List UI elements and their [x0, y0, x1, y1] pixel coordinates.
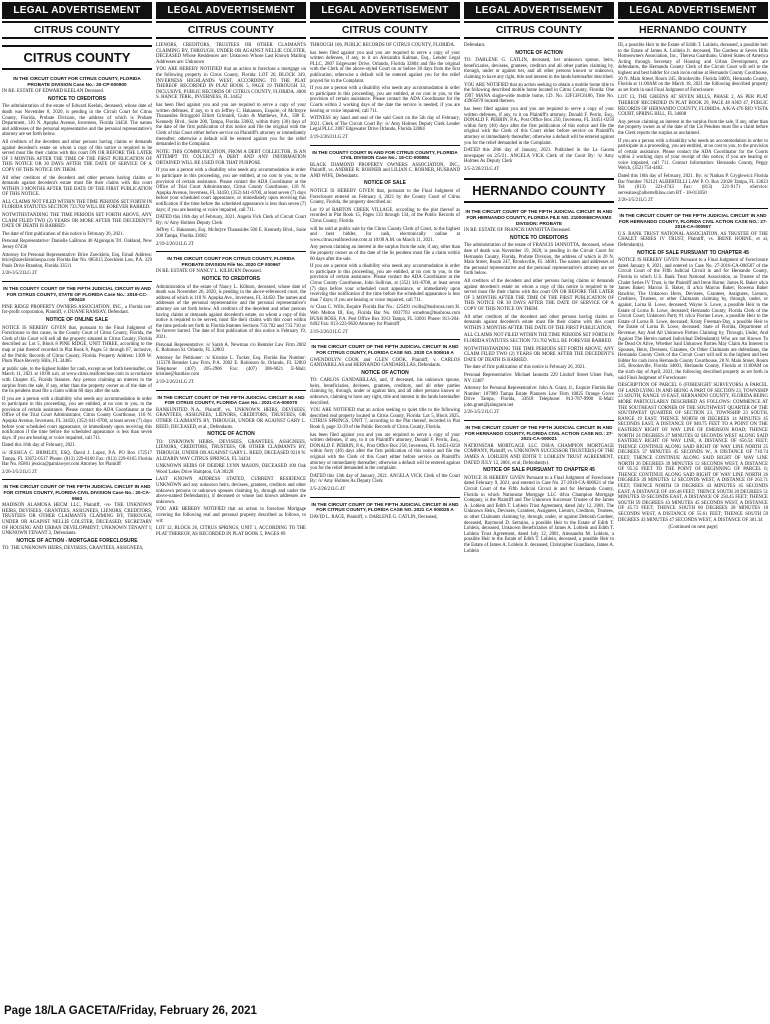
notice-paragraph: 2/5-2/26/21LG 4T: [310, 486, 346, 492]
notice-paragraph: All creditors of the decedent and other persons having claims or demands against decedent's estate on whom a copy of this notice is required to be served must file their claims with this court ON OR BEFORE THE LATER OF 3 MONTHS AFTER THE TIME OF THE FIRST PUBLICATION OF THIS NOTICE OR 30 DAYS AFTER THE DATE OF SERVICE OF A COPY OF THIS NOTICE ON THEM.: [464, 279, 614, 312]
notice-paragraph: NATIONSTAR MORTGAGE LLC D/B/A CHAMPION MORTGAGE COMPANY, Plaintiff, vs. UNKNOWN SUCCESSOR TRUSTEE(S) OF THE JAMES A. LOHLEIN AND EDITH T. LOHLEIN TRUST AGREEMENT, DATED JULY 12, 2001, et al, Defendant(s).: [464, 443, 614, 466]
legal-ad-banner: LEGAL ADVERTISEMENT: [464, 2, 614, 19]
notice-paragraph: LOT 13, THE GREENS AT SEVEN HILLS, PHASE 2, AS PER PLAT THEREOF RECORDED IN PLAT BOOK 29, PAGE 48 AND 47, PUBLIC RECORDS OF HERNANDO COUNTY, FLORIDA. A/K/A 476 RIO VISTA COURT, SPRING HILL, FL 34608: [618, 95, 768, 118]
notice-paragraph: Dated this 16th day of February, 2021.: [2, 443, 77, 449]
notice-paragraph: LAST KNOWN ADDRESS STATED, CURRENT RESIDENCE UNKNOWN and any unknown heirs, devisees, grantees, creditors and other unknown persons or unknown spouses claiming by, through and under the above-named Defendant(s), if deceased or whose last known addresses are unknown.: [156, 477, 306, 505]
notice-paragraph: Attorney for Petitioner: /s/ Kristine L. Tucker, Esq. Florida Bar Number: 115378 Bentsler Law Firm, P.A. 2002 E. Robinson St. Orlando, FL 32803 Telephone: (407) 205-2906 Fax: (407) 386-6021 E-Mail: kristine@bantlaw.com: [156, 355, 306, 378]
notice-heading: NOTICE OF ACTION: [515, 49, 563, 56]
county-header: CITRUS COUNTY: [464, 21, 614, 39]
legal-ad-banner: LEGAL ADVERTISEMENT: [618, 2, 768, 19]
column-2: [156, 2, 306, 1002]
notice-paragraph: YOU ARE HEREBY NOTIFIED that an action to foreclose Mortgage covering the following real and personal property described as follows, to wit:: [156, 507, 306, 524]
notice-heading: NOTICE OF ACTION - MORTGAGE FORECLOSURE: [16, 537, 138, 544]
notice-paragraph: Administration of the estate of Nancy L. Kilburn, deceased, whose date of death was November 26, 2020, is pending in the above-referenced court, the address of which is 110 N. Apopka Ave., Inverness, FL 34450. The names and addresses of the personal representative and the personal representative's attorney are set forth below. All creditors of the decedent and other persons having claims or demands against decedent's estate, on whom a copy of this notice is required to be served, must file their claims with this court within the time periods set forth in Florida Statutes Sections 733.702 and 733.710 or be forever barred. The date of first publication of this notice is February 19, 2021.: [156, 284, 306, 340]
notice-paragraph: III, a possible Heir to the Estate of Edith T. Lohlein, deceased, a possible heir to the Estate of James A. Lohlein Jr. deceased, The Gardens at Seven Hills Homeowners Association, Inc., Theresa Guardiano, United States of America Acting through Secretary of Housing and Urban Development, are defendants, the Hernando County Clerk of the Circuit Court will sell to the highest and best bidder for cash in/on online at Hernando County Courthouse, 20 N. Main Street, Room 245, Brooksville, Florida 34601, Hernando County, Florida at 11:00AM on the March 18, 2021 the following described property as set forth in said Final Judgment of Foreclosure:: [618, 43, 768, 93]
notice-paragraph: ALL CLAIMS NOT FILED WITHIN THE TIME PERIODS SET FORTH IN FLORIDA STATUTES SECTION 733.702 WILL BE FOREVER BARRED.: [464, 333, 614, 344]
notice-paragraph: DATED this 13th day of January, 2021. ANGELA VICK Clerk of the Court By: /s/ Amy Holmes As Deputy Clerk: [310, 473, 460, 485]
column-1: [2, 2, 152, 1002]
notice-heading: NOTICE OF SALE: [364, 180, 406, 187]
notice-paragraph: /s/ JESSICA C. BRIMLEY, ESQ. David J. Lopez, P.A. PO Box 172517 Tampa, FL 33672-0517 Phone: (813) 229-0160 Fax: (813) 229-0165 Florida Bar No. 85801 jessica@pamlawyer.com Attorney for Plaintiff: [2, 451, 152, 468]
case-caption: IN THE CIRCUIT COURT OF THE FIFTH JUDICIAL CIRCUIT IN AND FOR CITRUS COUNTY, FLORIDA CASE NO. 2021 CA 000025 A: [311, 501, 459, 513]
notice-heading: NOTICE TO CREDITORS: [202, 275, 260, 282]
notice-heading: NOTICE OF SALE PURSUANT TO CHAPTER 45: [637, 249, 749, 256]
notice-paragraph: All other creditors of the decedent and other persons having claims or demands against decedent's estate must file their claims with this court WITHIN 3 MONTHS AFTER THE DATE OF THE FIRST PUBLICATION.: [464, 314, 614, 331]
notice-paragraph: UNKNOWN HEIRS OF DEIDRE LYNN MASON, DECEASED 100 Oak Wood Lakes Drive Hampton, GA 30228: [156, 464, 306, 475]
notice-paragraph: has been filed against you and you are required to serve a copy of your written defenses, if any, to it on Plaintiff's attorney, Donald F. Perrin, Esq., DONALD F. PERRIN, P.A., Post Office Box 250, Inverness, FL 34451-0250 within forty (40) days after the first publication of this notice and file the original with the Clerk of this Court either before service on Plaintiff's attorney or immediately thereafter; otherwise a default will be entered against you for the relief demanded in the complaint.: [310, 432, 460, 472]
notice-paragraph: U.S. BANK TRUST NATIONAL ASSOCIATION, AS TRUSTEE OF THE CHALET SERIES IV TRUST, Plaintiff, vs. IRENE HORNE, et al, Defendant(s).: [618, 231, 768, 248]
notice-paragraph: Any person claiming an interest in the surplus from the sale, if any, other than the property owner as of the date of the lis pendens must file a claim within 60 days after the sale.: [310, 245, 460, 262]
notice-paragraph: YOU ARE HEREBY NOTIFIED that an action to foreclose a mortgage on the following property in Citrus County, Florida: LOT 20, BLOCK 349, INVERNESS HIGHLANDS WEST, ACCORDING TO THE PLAT THEREOF RECORDED IN PLAT BOOK 5, PAGE 19 THROUGH 33, INCLUSIVE, PUBLIC RECORDS OF CITRUS COUNTY, FLORIDA. 4006 S. HANCE TERR., INVERNESS, FL 34452: [156, 67, 306, 101]
notice-paragraph: The date of first publication of this notice is February 26, 2021.: [464, 365, 586, 371]
notice-paragraph: Lot 19 of BARTON CREEK VILLAGE, according to the plat thereof as recorded in Plat Book 15, Pages 133 through 134, of the Public Records of Citrus County, Florida.: [310, 207, 460, 225]
notice-heading: NOTICE OF ACTION: [361, 369, 409, 376]
notice-paragraph: NOTICE IS HEREBY GIVEN Pursuant to a Final Judgment of Foreclosure dated January 6, 2021, and entered in Case No. 27-2016-CA-000507 of the Circuit Court of the Fifth Judicial Circuit in and for Hernando County, Florida in which U.S. Bank Trust National Association, as Trustee of the Chalet Series IV Trust, is the Plaintiff and Irene Horne; James R. Baker a/k/a James Baker; Marcus E. Baker, II a/k/a Marcus Baker; Rowena Baker Rawlins; The Unknown Heirs, Devisees, Grantees, Assignees, Lienors, Creditors, Trustees, or other Claimants claiming by, through, under, or against, Lorna B. Lowe, deceased; Wayne S. Lowe, a possible Heir to the Estate of Lorna B. Lowe, deceased; Hernando County, Florida Clerk of the Circuit Court; Unknown Party #1 n/k/a Florine Lowe, a possible Heir to the Estate of Lorna B. Lowe, deceased; Kristy Freeman-Day, a possible Heir to the Estate of Lorna B. Lowe, deceased; State of Florida, Department of Revenue; Any And All Unknown Parties Claiming by, Through, Under, And Against The Herein named Individual Defendant(s) Who are not Known To Be Dead Or Alive, Whether Said Unknown Parties May Claim An Interest in Spouses, Heirs, Devisees, Grantees, Or Other Claimants are defendants, the Hernando County Clerk of the Circuit Court will sell to the highest and best bidder for cash in/on Hernando County Courthouse, 20 N. Main Street, Room 245, Brooksville, Florida 34601, Hernando County, Florida at 11:00AM on the sixth day of April, 2021, the following described property as set forth in said Final Judgment of Foreclosure:: [618, 258, 768, 381]
notice-paragraph: WITNESS my hand and seal of the said Court on the 5th day of February, 2021. Clerk of The Circuit Court By: /s/ Amy Holmes Deputy Clerk Lender Legal PLLC 2807 Edgewater Drive Orlando, Florida 32804: [310, 116, 460, 133]
notice-paragraph: All creditors of the decedent and other persons having claims or demands against decedent's estate on whom a copy of this notice is required to be served must file their claims with this court ON OR BEFORE THE LATER OF 3 MONTHS AFTER THE TIME OF THE FIRST PUBLICATION OF THIS NOTICE OR 30 DAYS AFTER THE DATE OF SERVICE OF A COPY OF THIS NOTICE ON THEM.: [2, 139, 152, 173]
notice-paragraph: If you are a person with a disability who needs any accommodation in order to participate in this proceeding, you are entitled, at no cost to you, to the provision of certain assistance. Please contact the ADA Coordinator at the Citrus County Courthouse, John Sullivan, at (352) 341-6700, at least seven (7) days before your scheduled court appearance, or immediately upon receiving this notification if the time before the scheduled appearance is less than 7 days; if you are hearing or voice impaired, call 711.: [310, 264, 460, 303]
notice-paragraph: YOU ARE NOTIFIED that an action seeking to obtain a mobile home title to the following described mobile home located in Citrus County, Florida: One 1997 MANA single-wide mobile home, I.D. No. 32F13FC6186, Title No. 43965670 located thereon.: [464, 82, 614, 105]
notice-paragraph: GWENDOLYN COOK and GLEN COOK, Plaintiff, v. CARLOS GANDARILLAS and HERNANDO GANDARILLAS, Defendants.: [310, 357, 460, 369]
notice-heading: NOTICE TO CREDITORS: [48, 95, 106, 102]
legal-ad-banner: LEGAL ADVERTISEMENT: [156, 2, 306, 19]
notice-paragraph: PINE RIDGE PROPERTY OWNERS ASSOCIATION, INC., a Florida not-for-profit corporation, Plaintiff, v. DUANE RAMSAY, Defendant.: [2, 304, 152, 316]
notice-paragraph: DATED this 28th day of January, 2021. Published in the La Gaceta newspaper on 2/5/21. ANGELA VICK Clerk of the Court By: /s/ Amy Holmes As Deputy Clerk: [464, 148, 614, 165]
notice-paragraph: IN RE: ESTATE OF EDWARD KEELAN Deceased.: [2, 89, 105, 95]
notice-paragraph: TO: UNKNOWN HEIRS, DEVISEES, GRANTEES, ASSIGNEES, LIENORS, CREDITORS, TRUSTEES, OR OTHER CLAIMANTS BY, THROUGH, UNDER OR AGAINST GARY L. REED, DECEASED 9218 N. ALIZARIN WAY CITRUS SPRINGS, FL 34434: [156, 439, 306, 462]
notice-paragraph: ALL CLAIMS NOT FILED WITHIN THE TIME PERIODS SET FORTH IN FLORIDA STATUTES SECTION 733.702 WILL BE FOREVER BARRED.: [2, 199, 152, 211]
case-caption: IN THE COUNTY COURT OF THE FIFTH JUDICIAL CIRCUIT IN AND FOR CITRUS COUNTY, STATE OF FLORIDA Case No.: 2019-CC-000419: [3, 286, 151, 303]
legal-ad-banner: LEGAL ADVERTISEMENT: [310, 2, 460, 19]
notice-paragraph: The administration of the estate of Edward Keelan, deceased, whose date of death was November 8, 2020, is pending in the Circuit Court for Citrus County, Florida, Probate Division, the address of which is Probate Department, 110 N. Apopka Avenue, Inverness, Florida 34450. The names and addresses of the personal representative and the personal representative's attorney are set forth below.: [2, 104, 152, 138]
notice-paragraph: has been filed against you and you are required to serve a copy of your written defenses, if any, to it on Alexandra Kalman, Esq., Lender Legal PLLC, 2807 Edgewater Drive, Orlando, Florida 32804 and file the original with the Clerk of the above-styled Court on or before 30 days from the first publication, otherwise a default will be entered against you for the relief prayed for in the Complaint.: [310, 50, 460, 84]
notice-paragraph: 2/19-2/26/21LG 2T: [310, 134, 348, 140]
county-header: CITRUS COUNTY: [2, 21, 152, 39]
county-header: CITRUS COUNTY: [310, 21, 460, 39]
columns-container: [2, 2, 768, 1002]
column-5: [618, 2, 768, 1002]
notice-paragraph: IN RE: ESTATE OF FRANCIS IANNOTTA Deceased.: [464, 228, 571, 234]
notice-paragraph: 2/19-2/26/21LG 2T: [156, 380, 194, 386]
notice-paragraph: The administration of the estate of FRANCIS IANNOTTA, deceased, whose date of death was November 19, 2020, is pending in the Circuit Court for Hernando County, Florida, Probate Division, the address of which is 20 N. Main Street, Room 247, Brooksville, FL 34601. The names and addresses of the personal representative and the personal representative's attorney are set forth below.: [464, 243, 614, 277]
notice-paragraph: All other creditors of the decedent and other persons having claims or demands against decedent's estate must file their claims with this court WITHIN 3 MONTHS AFTER THE DATE OF THE FIRST PUBLICATION OF THIS NOTICE.: [2, 175, 152, 198]
case-caption: IN THE CIRCUIT COURT OF THE FIFTH JUDICIAL CIRCUIT IN AND FOR HERNANDO COUNTY, FLORIDA CIVIL ACTION CASE NO.: 27-2021-CA-000021: [464, 425, 613, 442]
notice-paragraph: 2/5-2/26/21LG 4T: [464, 166, 500, 172]
notice-paragraph: NOTWITHSTANDING THE TIME PERIODS SET FORTH ABOVE, ANY CLAIM FILED TWO (2) YEARS OR MORE AFTER THE DECEDENT'S DATE OF DEATH IS BARRED.: [464, 346, 614, 363]
case-caption: IN THE CIRCUIT COURT FOR CITRUS COUNTY, FLORIDA PROBATE DIVISION Case No.: 20-CP-000900: [13, 76, 141, 87]
notice-paragraph: 2/19-2/26/21LG 2T: [156, 241, 194, 247]
notice-paragraph: MADISON ALAMOSA HECM LLC, Plaintiff, -vs- THE UNKNOWN HEIRS, DEVISEES, GRANTEES, ASSIGNEES, LIENORS, CREDITORS, TRUSTEES OR OTHER CLAIMANTS CLAIMING BY, THROUGH, UNDER OR AGAINST NELLIE COLSTER, DECEASED; SECRETARY OF HOUSING AND URBAN DEVELOPMENT; UNKNOWN TENANT I; UNKNOWN TENANT 2, Defendants.: [2, 503, 152, 537]
notice-paragraph: Any person claiming an interest in the surplus from the sale, if any, other than the property owner as of the date of the Lis Pendens must file a claim before the Clerk reports the surplus as unclaimed.: [618, 119, 768, 136]
notice-paragraph: If you are a person with a disability who needs an accommodation in order to participate in a proceeding, you are entitled, at no cost to you, to the provision of certain assistance. Please contact the ADA Coordinator for the Courts within 2 working days of your receipt of this notice; if you are hearing or voice impaired, call 711. Contact Information: Hernando County, Peggy Welch, (352) 754-4402.: [618, 138, 768, 172]
notice-divider: [310, 145, 460, 146]
notice-paragraph: If you are a person with a disability who needs any accommodation in order to participate in this proceeding, you are entitled, at no cost to you, to the provision of certain assistance. Please contact the ADA Coordinator at the Office of Trial Court Administrator, Citrus County Courthouse, 110 N. Apopka Avenue, Inverness, FL 34450, (352) 641-6700, at least seven (7) days before your scheduled court appearance, or immediately upon receiving this notification if the time before the scheduled appearance is less than seven (7) days; if you are hearing or voice impaired, call 711.: [156, 168, 306, 213]
notice-paragraph: THROUGH 106, PUBLIC RECORDS OF CITRUS COUNTY, FLORIDA.: [310, 43, 456, 48]
notice-paragraph: Dated this 16th day of February, 2021. By: /s/ Nathan P. Gryglewicz Florida Bar Number 762121 ALBERTELLI LAW P. O. Box 23028 Tampa, FL 33623 Tel: (813) 221-4743 Fax: (813) 221-9171 eService: servealaw@albertellilaw.com BT - 18-013050: [618, 174, 768, 196]
notice-paragraph: NOTICE IS HEREBY GIVEN Pursuant to a Final Judgment of Foreclosure dated February 9, 2021, and entered in Case No. 27-2018-CA-000621 of the Circuit Court of the Fifth Judicial Circuit in and for Hernando County, Florida in which Nationstar Mortgage LLC d/b/a Champion Mortgage Company, is the Plaintiff and The Unknown Successor Trustee of the James A. Lohlein and Edith T. Lohlein Trust Agreement, dated July 12, 2001, The Unknown Heirs, Devisees, Grantees, Assignees, Lienors, Creditors, Trustees, or other Claimants claiming by, through, under, or against Deborah Gardner, deceased, Raymond D. Serraino, a possible Heir to the Estate of Edith T. Lohlein, deceased, Unknown Beneficiaries of James A. Lohlein and Edith T. Lohlein Trust Agreement, dated July 12, 2001, Alessandra M. Lohlein, a possible Heir to the Estate of Edith T. Lohlein, deceased, a possible Heir to the Estate of James A. Lohlein Jr. deceased, Christopher Guardiano, James A. Lohlein: [464, 475, 614, 554]
notice-paragraph: NOTICE IS HEREBY GIVEN that, pursuant to the Final Judgment of Foreclosure entered on February 4, 2021 by the County Court of Citrus County, Florida, the property described as:: [310, 189, 460, 206]
case-caption: IN THE CIRCUIT COURT OF THE FIFTH JUDICIAL CIRCUIT IN AND FOR CITRUS COUNTY, FLORIDA Case No.: 2021-CA-000070: [157, 394, 305, 406]
notice-paragraph: IN RE: ESTATE OF NANCY L. KILBURN Deceased.: [156, 269, 262, 275]
notice-paragraph: TO: DARLENE G. CATLIN, deceased, her unknown spouse, heirs, beneficiaries, devisees, grantees, creditors and all other parties claiming by, through, under or against her, and all other persons known or unknown, claiming to have any right, title and interest in the lands hereinafter described.: [464, 58, 614, 80]
notice-paragraph: LOT 12, BLOCK 26, CITRUS SPRINGS, UNIT 1, ACCORDING TO THE PLAT THEREOF, AS RECORDED IN PLAT BOOK 5, PAGES 89: [156, 526, 306, 537]
notice-paragraph: Attorney for Personal Representative: John A. Grant, Jr., Esquire Florida Bar Number: 107989 Tampa Estate Planners Law Firm 10025 Orange Grove Drive Tampa, Florida, 33618 Telephone: 813-787-9900 E-Mail: john.grant@jahngrant.net: [464, 386, 614, 408]
notice-paragraph: Attorney for Personal Representative: Brice Zoecklein, Esq. Email Address: brice@zoeckleinlawpa.com Florida Bar No. 085615 Zoecklein Law, P.A. 329 Pauls Drive Brandon, Florida 33511: [2, 252, 152, 269]
notice-paragraph: DESCRIPTION OF PARCEL 6 (FORESIGHT SURVEYORS) A PARCEL OF LAND LYING IN AND BEING A PART OF SECTION 23, TOWNSHIP 23 SOUTH, RANGE 19 EAST, HERNANDO COUNTY, FLORIDA BEING MORE PARTICULARLY DESCRIBED AS FOLLOWS: COMMENCE AT THE SOUTHEAST CORNER OF THE SOUTHWEST QUARTER OF THE SOUTHWEST QUARTER OF SECTION 23, TOWNSHIP 23 SOUTH, RANGE 19 EAST; THENCE NORTH 00 DEGREES 14 MINUTES 45 SECONDS EAST, A DISTANCE OF 940.75 FEET TO A POINT ON THE EASTERLY RIGHT OF WAY LINE OF EMERSON ROAD; THENCE NORTH 24 DEGREES 27 MINUTES 02 SECONDS WEST ALONG SAID EASTERLY RIGHT OF WAY LINE, A DISTANCE OF 656.54 FEET; THENCE CONTINUE ALONG SAID RIGHT OF WAY LINE NORTH 25 DEGREES 37 MINUTES 45 SECONDS W., A DISTANCE OF 710.74 FEET; THENCE CONTINUE ALONG SAID RIGHT OF WAY LINE NORTH 26 DEGREES 39 MINUTES 12 SECONDS WEST, A DISTANCE OF 95.35 FEET TO THE POINT OF BEGINNING OF PARCEL 6; THENCE CONTINUE ALONG SAID RIGHT OF WAY LINE NORTH 26 DEGREES 39 MINUTES 12 SECONDS WEST, A DISTANCE OF 263.71 FEET; THENCE NORTH 59 DEGREES 43 MINUTES 45 SECONDS EAST, A DISTANCE OF 416.48 FEET; THENCE SOUTH 20 DEGREES 51 MINUTES 59 SECONDS EAST, A DISTANCE OF 250.45 FEET; THENCE SOUTH 59 DEGREES 43 MINUTES 45 SECONDS WEST, A DISTANCE OF 45.73 FEET; THENCE SOUTH 00 DEGREES 28 MINUTES 18 SECONDS WEST, A DISTANCE OF 55.61 FEET; THENCE SOUTH 59 DEGREES 43 MINUTES 47 SECONDS WEST, A DISTANCE OF 301.34: [618, 383, 768, 523]
notice-paragraph: 2/26-3/5/21LG 2T: [2, 271, 38, 277]
legal-ad-banner: LEGAL ADVERTISEMENT: [2, 2, 152, 19]
notice-divider: [2, 281, 152, 282]
notice-divider: [156, 390, 306, 391]
continued-note: (Continued on next page): [668, 525, 718, 531]
notice-paragraph: TO: THE UNKNOWN HEIRS, DEVISEES, GRANTEES, ASSIGNEES,: [2, 546, 144, 552]
notice-paragraph: Personal Representative: Michael Iannotta 229 Lindorf Street Ulster Park, NY 12487: [464, 372, 614, 384]
case-caption: IN THE COUNTY COURT IN AND FOR CITRUS COUNTY, FLORIDA CIVIL DIVISION Case No.: 19-CC-000884: [312, 149, 458, 161]
notice-divider: [2, 479, 152, 480]
notice-paragraph: NOTWITHSTANDING THE TIME PERIODS SET FORTH ABOVE, ANY CLAIM FILED TWO (2) YEARS OR MORE AFTER THE DECEDENT'S DATE OF DEATH IS BARRED.: [2, 213, 152, 230]
notice-paragraph: BLACK DIAMOND PROPERTY OWNERS ASSOCIATION, INC., Plaintiff, vs. ANDREE R. ROHNER and LILIAN C. ROHNER, HUSBAND AND WIFE, Defendants.: [310, 162, 460, 179]
column-3: [310, 2, 460, 1002]
notice-paragraph: Defendant.: [464, 43, 486, 48]
county-header: HERNANDO COUNTY: [618, 21, 768, 39]
notice-heading: NOTICE OF ACTION: [207, 431, 255, 438]
notice-paragraph: YOU ARE NOTIFIED that an action seeking to quiet title to the following described real property located in Citrus County, Florida: Lot 5, Block 2025, CITRUS SPRINGS, UNIT 7, according to the Plat thereof, recorded in Plat Book 6, page 33-39 of the Public Records of Citrus County, Florida.: [310, 408, 460, 431]
notice-paragraph: TO: CARLOS GANDARILLAS, and, if deceased, his unknown spouse, heirs, beneficiaries, devisees, grantees, creditors, and all other parties claiming by, through, under or against him, and all other persons known or unknown, claiming to have any right, title and interest in the lands hereinafter described.: [310, 378, 460, 406]
notice-paragraph: has been filed against you and you are required to serve a copy of your written defenses, if any, to it on Plaintiff's attorney, Donald F. Perrin, Esq., DONALD F. PERRIN, P.A., Post Office Box 250, Inverness, FL 34451-0250 within forty (40) days after the first publication of this notice and file the original with the Clerk of this Court either before service on Plaintiff's attorney or immediately thereafter; otherwise a default will be entered against you for the relief demanded in the Complaint.: [464, 106, 614, 146]
notice-divider: [156, 251, 306, 252]
notice-paragraph: LIENORS, CREDITORS, TRUSTEES OR OTHER CLAIMANTS CLAIMING BY, THROUGH, UNDER OR AGAINST NELLIE COLSTER, DECEASED Whose Residences are: Unknown Whose Last Known Mailing Addresses are: Unknown: [156, 43, 306, 65]
notice-paragraph: Jeffrey C. Hakanson, Esq. McIntyre Thanasides 500 E. Kennedy Blvd., Suite 200 Tampa, Florida 33602: [156, 228, 306, 239]
notice-divider: [618, 208, 768, 209]
notice-divider: [310, 339, 460, 340]
notice-paragraph: 2/26-3/5/21LG 2T: [2, 469, 38, 475]
notice-paragraph: Personal Representative: /s/ Sarah A. Newman c/o Bentsler Law Firm 2002 E. Robinson St. Orlando, FL 32803: [156, 342, 306, 354]
column-4: [464, 2, 614, 1002]
case-caption: IN THE CIRCUIT COURT OF THE FIFTH JUDICIAL CIRCUIT IN AND FOR CITRUS COUNTY, FLORIDA CIVIL DIVISION Case No.: 20-CA-0663: [3, 484, 151, 501]
county-section-heading: HERNANDO COUNTY: [464, 178, 614, 203]
notice-paragraph: The date of first publication of this notice is February 26, 2021.: [2, 231, 124, 237]
case-caption: IN THE CIRCUIT COURT OF THE FIFTH JUDICIAL CIRCUIT IN AND FOR HERNANDO COUNTY, FLORIDA CIVIL ACTION CASE NO.: 27-2016-CA-000507: [618, 213, 767, 230]
county-header: CITRUS COUNTY: [156, 21, 306, 39]
notice-paragraph: Personal Representative: Danielle LaBruno 46 Algonquin Trl. Oakland, New Jersey 07436: [2, 239, 152, 251]
county-section-heading: CITRUS COUNTY: [2, 45, 152, 70]
page-footer: Page 18/LA GACETA/Friday, February 26, 2021: [4, 1005, 257, 1017]
notice-paragraph: BANKUNITED N.A., Plaintiff, vs. UNKNOWN HEIRS, DEVISEES, GRANTEES, ASSIGNEES, LIENORS, CREDITORS, TRUSTEES, OR OTHER CLAIMANTS BY, THROUGH, UNDER OR AGAINST GARY L. REED, DECEASED, et al., Defendants.: [156, 407, 306, 430]
notice-paragraph: DAVID L. RACE, Plaintiff, v. DARLENE G. CATLIN, Deceased,: [310, 514, 438, 520]
notice-paragraph: has been filed against you and you are required to serve a copy of your written defenses, if any, to it on Jeffrey C. Hakanson, Esquire, of McIntyre Thanasides Bringgold Elliott Grimaldi, Guito & Matthews, P.A., 500 E. Kennedy Blvd., Suite 200, Tampa, Florida 33602, within thirty (30) days of the date of the first publication of this notice and file the original with the Clerk of this Court either before service on Plaintiff's attorney or immediately thereafter; otherwise a default will be entered against you for the relief demanded in the Complaint.: [156, 102, 306, 148]
notice-paragraph: at public sale, to the highest bidder for cash, except as set forth hereinafter, on March 11, 2021 at 10:00 a.m. at www.citrus.realforeclose.com in accordance with Chapter 45, Florida Statutes. Any person claiming an interest in the surplus from the sale, if any, other than the property owner as of the date of the lis pendens must file a claim within 60 days after the sale.: [2, 366, 152, 395]
case-caption: IN THE CIRCUIT COURT OF THE FIFTH JUDICIAL CIRCUIT IN AND FOR HERNANDO COUNTY, FLORIDA FILE NO. 21000068CPAXMX DIVISION: PROBATE: [465, 209, 613, 226]
notice-heading: NOTICE TO CREDITORS: [510, 234, 568, 241]
notice-paragraph: /s/ Clara C. Wills, Esquire Florida Bar No.: 125491 cwills@bushross.com H. Web Melton III, Esq. Florida Bar No. 0037703 wmelton@bushross.com BUSH ROSS, P.A. Post Office Box 3913 Tampa, FL 33601 Phone: 813-204-6492 Fax: 813-223-9620 Attorney for Plaintiff: [310, 305, 460, 328]
notice-paragraph: If you are a person with a disability who needs any accommodation in order to participate in this proceeding, you are entitled, at no cost to you, to the provision of certain assistance. Please contact the ADA Coordinator for the Courts within 2 working days of the date the service is needed; if you are hearing or voice impaired, call 711.: [310, 86, 460, 114]
notice-paragraph: If you are a person with a disability who needs any accommodation in order to participate in this proceeding, you are entitled, at no cost to you, to the provision of certain assistance. Please contact the ADA Coordinator at the Office of the Trial Court Administrator, Citrus County Courthouse, 110 N. Apopka Avenue, Inverness, FL 34450, (352) 641-6700, at least seven (7) days before your scheduled court appearance, or immediately upon receiving this notification if the time before the scheduled appearance is less than seven days. If you are hearing or voice impaired, call 711.: [2, 396, 152, 441]
notice-paragraph: DATED this 16th day of February, 2021. Angela Vick Clerk of Circuit Court By: /s/ Amy Holmes Deputy Clerk: [156, 215, 306, 226]
notice-divider: [464, 420, 614, 421]
case-caption: IN THE CIRCUIT COURT FOR CITRUS COUNTY, FLORIDA PROBATE DIVISION File No. 2020 CP 000967: [167, 256, 295, 267]
notice-heading: NOTICE OF SALE PURSUANT TO CHAPTER 45: [483, 467, 595, 474]
case-caption: IN THE CIRCUIT COURT OF THE FIFTH JUDICIAL CIRCUIT IN AND FOR CITRUS COUNTY, FLORIDA CASE NO. 2020 CA 000616 A: [311, 344, 459, 355]
notice-paragraph: NOTE: THIS COMMUNICATION, FROM A DEBT COLLECTOR, IS AN ATTEMPT TO COLLECT A DEBT AND ANY INFORMATION OBTAINED WILL BE USED FOR THAT PURPOSE.: [156, 149, 306, 166]
notice-paragraph: 2/26-3/5/21LG 2T: [618, 198, 654, 204]
notice-paragraph: 2/26-3/5/21LG 2T: [464, 410, 500, 416]
notice-heading: NOTICE OF ONLINE SALE: [45, 316, 109, 323]
notice-paragraph: 2/19-2/26/21LG 2T: [310, 329, 348, 335]
notice-paragraph: NOTICE IS HEREBY GIVEN that, pursuant to the Final Judgment of Foreclosure in this cause, in the County Court of Citrus County, Florida, the Clerk of this Court will sell all the property situated in Citrus County, Florida described as: Lot 5, Block 8 PINE RIDGE, UNIT THREE, according to the map or plat thereof recorded in Plat Book 8, Pages 51 through 67, inclusive, of the Public Records of Citrus County, Florida. Property Address: 1309 W. Plum Place Beverly Hills, FL 34465: [2, 325, 152, 365]
notice-divider: [310, 497, 460, 498]
notice-paragraph: will be sold at public sale by the Citrus County Clerk of Court, to the highest and best bidder, for cash, electronically online at www.citrus.realforeclose.com at 10:00 A.M. on March 11, 2021.: [310, 226, 460, 243]
